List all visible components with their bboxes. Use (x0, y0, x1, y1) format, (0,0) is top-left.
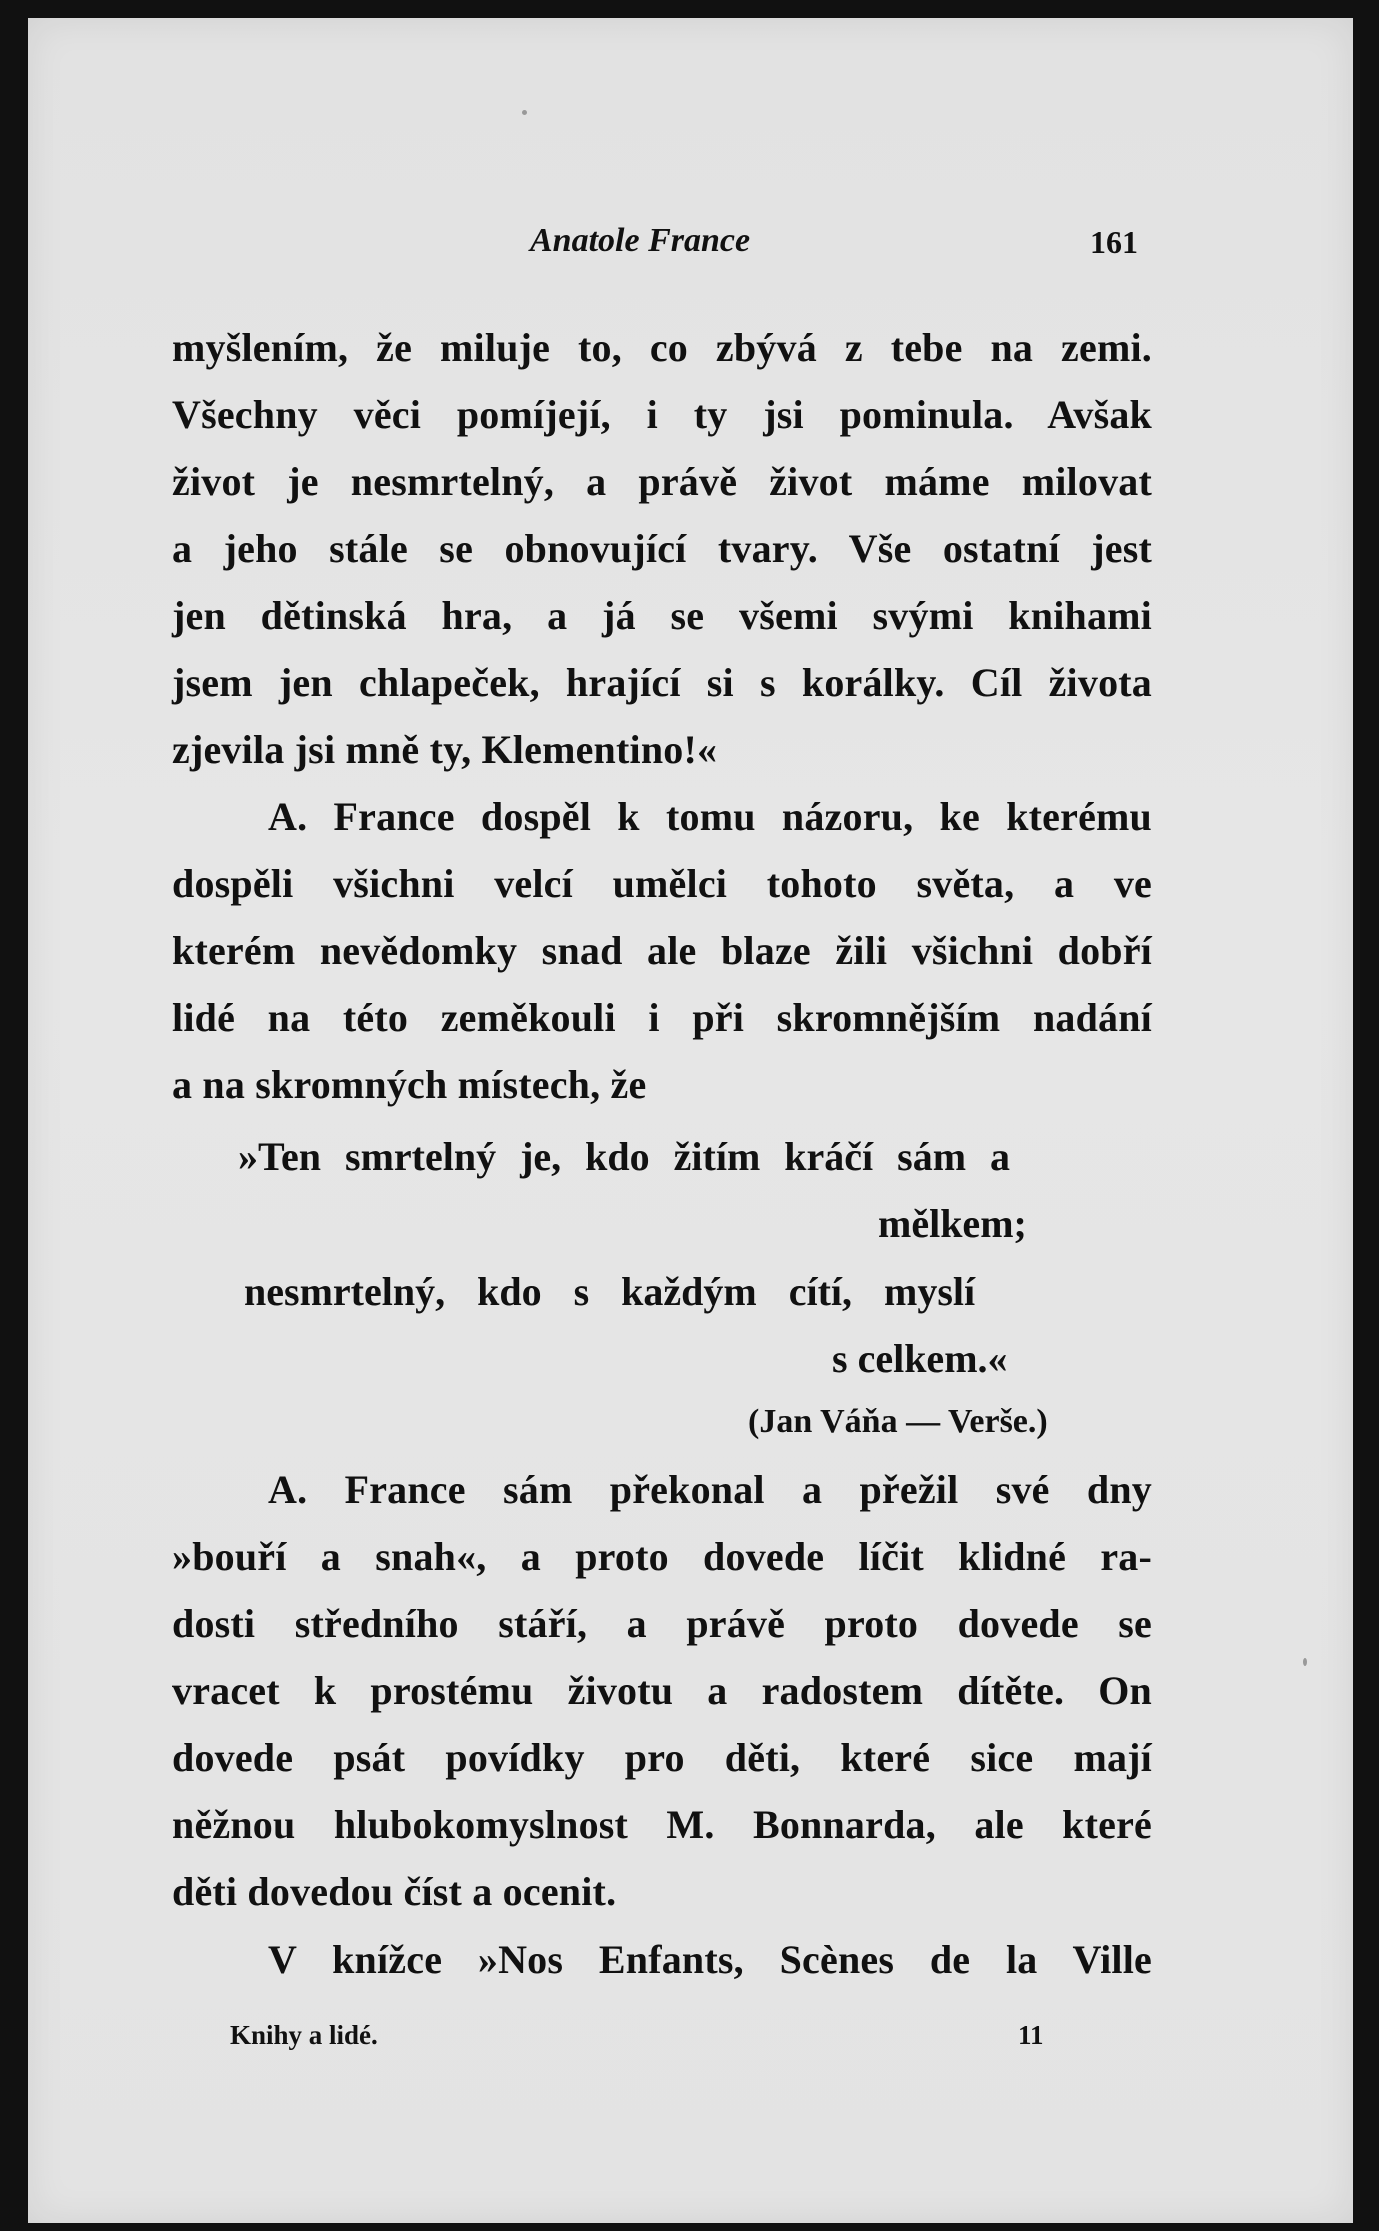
footer-sheet-number: 11 (1018, 2020, 1044, 2050)
text-line: jen dětinská hra, a já se všemi svými knihami (172, 593, 1152, 638)
poem-line: nesmrtelný, kdo s každým cítí, myslí (244, 1269, 976, 1314)
text-line: a na skromných místech, že (172, 1062, 647, 1107)
poem-line: »Ten smrtelný je, kdo žitím kráčí sám a (238, 1134, 1011, 1179)
text-line: a jeho stále se obnovující tvary. Vše ostatní jest (172, 526, 1152, 571)
text-line: A. France dospěl k tomu názoru, ke kterému (268, 794, 1152, 839)
text-line: jsem jen chlapeček, hrající si s korálky. Cíl života (172, 660, 1152, 705)
poem-line-continuation: mělkem; (878, 1201, 1027, 1246)
text-line: zjevila jsi mně ty, Klementino!« (172, 727, 718, 772)
text-line: dosti středního stáří, a právě proto dovede se (172, 1601, 1152, 1646)
poem-line-continuation: s celkem.« (832, 1336, 1008, 1381)
text-line: myšlením, že miluje to, co zbývá z tebe na zemi. (172, 325, 1152, 370)
dust-speck (1303, 1658, 1307, 1666)
footer-signature: Knihy a lidé. (230, 2020, 378, 2050)
text-line: dovede psát povídky pro děti, které sice mají (172, 1735, 1152, 1780)
dust-speck (522, 110, 527, 115)
text-line: A. France sám překonal a přežil své dny (268, 1467, 1152, 1512)
text-line: život je nesmrtelný, a právě život máme milovat (172, 459, 1152, 504)
text-line: kterém nevědomky snad ale blaze žili všichni dobří (172, 928, 1152, 973)
text-line: vracet k prostému životu a radostem dítěte. On (172, 1668, 1152, 1713)
text-line: »bouří a snah«, a proto dovede líčit klidné ra- (172, 1534, 1152, 1579)
text-line: V knížce »Nos Enfants, Scènes de la Ville (268, 1937, 1152, 1982)
running-header-title: Anatole France (530, 222, 751, 259)
text-line: něžnou hlubokomyslnost M. Bonnarda, ale které (172, 1802, 1152, 1847)
text-line: lidé na této zeměkouli i při skromnějším nadání (172, 995, 1152, 1040)
page-number: 161 (1090, 224, 1138, 260)
text-line: Všechny věci pomíjejí, i ty jsi pominula. Avšak (172, 392, 1152, 437)
poem-attribution: (Jan Váňa — Verše.) (748, 1403, 1048, 1440)
text-line: dospěli všichni velcí umělci tohoto světa, a ve (172, 861, 1152, 906)
text-line: děti dovedou číst a ocenit. (172, 1869, 617, 1914)
